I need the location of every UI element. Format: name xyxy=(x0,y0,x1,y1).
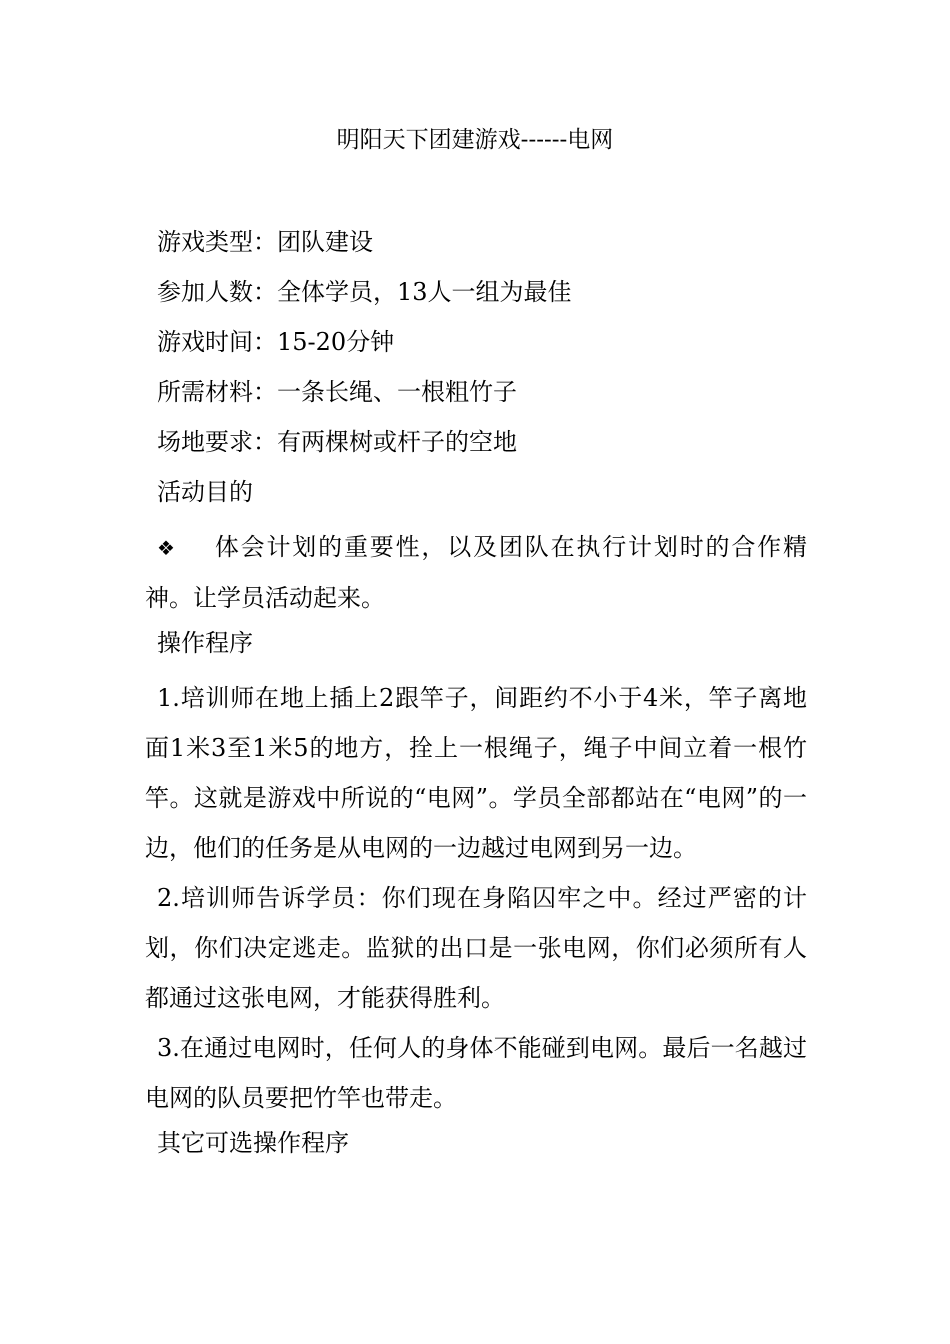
info-separator: ： xyxy=(253,378,277,406)
purpose-paragraph xyxy=(145,522,807,623)
info-value: 全体学员，13人一组为最佳 xyxy=(277,278,572,306)
info-separator: ： xyxy=(253,328,277,356)
document-title: 明阳天下团建游戏------电网 xyxy=(336,127,614,153)
procedure-step-1: 1.培训师在地上插上2跟竿子，间距约不小于4米，竿子离地面1米3至1米5的地方，拴上一根绳子，绳子中间立着一根竹竿。这就是游戏中所说的“电网”。学员全部都站在“电网”的一边，他们的任务是从电网的一边越过电网到另一边。 xyxy=(145,684,807,862)
procedure-step-2: 2.培训师告诉学员：你们现在身陷囚牢之中。经过严密的计划，你们决定逃走。监狱的出口是一张电网，你们必须所有人都通过这张电网，才能获得胜利。 xyxy=(145,884,807,1012)
info-label: 游戏类型 xyxy=(157,228,253,256)
other-procedure-heading: 其它可选操作程序 xyxy=(157,1129,349,1157)
info-label: 参加人数 xyxy=(157,278,253,306)
document-body xyxy=(145,222,807,1173)
info-game-type xyxy=(145,222,807,272)
procedure-step-3: 3.在通过电网时，任何人的身体不能碰到电网。最后一名越过电网的队员要把竹竿也带走。 xyxy=(145,1034,807,1112)
info-label: 场地要求 xyxy=(157,428,253,456)
purpose-heading: 活动目的 xyxy=(157,478,253,506)
procedure-heading: 操作程序 xyxy=(157,629,253,657)
info-participants xyxy=(145,272,807,322)
info-separator: ： xyxy=(253,228,277,256)
info-label: 所需材料 xyxy=(157,378,253,406)
info-label: 游戏时间 xyxy=(157,328,253,356)
info-duration xyxy=(145,322,807,372)
info-value: 15-20分钟 xyxy=(277,328,395,356)
info-separator: ： xyxy=(253,278,277,306)
info-value: 有两棵树或杆子的空地 xyxy=(277,428,517,456)
info-materials xyxy=(145,372,807,422)
purpose-text: 体会计划的重要性，以及团队在执行计划时的合作精神。让学员活动起来。 xyxy=(145,533,807,612)
info-separator: ： xyxy=(253,428,277,456)
info-value: 一条长绳、一根粗竹子 xyxy=(277,378,517,406)
info-value: 团队建设 xyxy=(277,228,373,256)
diamond-bullet-icon: ❖ xyxy=(157,536,175,560)
info-venue xyxy=(145,422,807,472)
